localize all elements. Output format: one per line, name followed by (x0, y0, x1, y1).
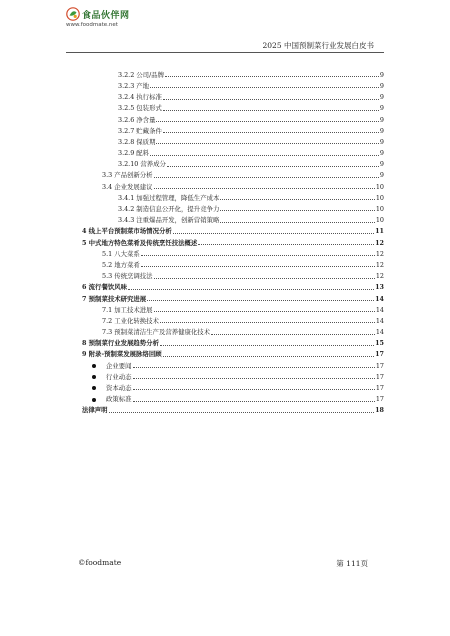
toc-entry-label: 3.2.7 贮藏条件 (118, 126, 162, 135)
toc-entry[interactable] (82, 336, 384, 347)
toc-dot-leader (154, 188, 375, 189)
toc-dot-leader (160, 322, 375, 323)
toc-entry-page: 14 (375, 294, 384, 303)
toc-entry-page: 14 (375, 316, 384, 325)
toc-entry-page: 9 (379, 70, 384, 79)
toc-dot-leader (147, 300, 374, 301)
toc-entry-label: 企业要闻 (106, 361, 132, 370)
toc-entry[interactable] (82, 358, 384, 369)
toc-entry[interactable] (82, 257, 384, 268)
toc-entry[interactable] (82, 89, 384, 100)
toc-dot-leader (154, 278, 375, 279)
toc-entry[interactable] (82, 157, 384, 168)
toc-dot-leader (133, 389, 375, 390)
toc-dot-leader (133, 378, 375, 379)
toc-entry-label: 7 预制菜技术研究进展 (82, 294, 147, 303)
footer-page-number: 第 111页 (336, 559, 368, 568)
toc-entry-label: 3.3 产品创新分析 (102, 171, 153, 180)
toc-dot-leader (150, 87, 379, 88)
toc-entry-label: 3.4 企业发展建议 (102, 182, 153, 191)
toc-entry[interactable] (82, 324, 384, 335)
toc-entry-label: 3.4.1 加强过程管理，降低生产成本 (118, 193, 220, 202)
toc-entry-page: 9 (379, 126, 384, 135)
bullet-icon (92, 364, 96, 368)
logo-text: 食品伙伴网 (82, 10, 130, 21)
toc-entry-label: 4 线上平台预制菜市场情况分析 (82, 227, 172, 236)
toc-dot-leader (133, 367, 375, 368)
toc-entry-page: 17 (375, 384, 384, 393)
toc-entry[interactable] (82, 280, 384, 291)
header-divider (66, 52, 384, 53)
toc-entry[interactable] (82, 224, 384, 235)
toc-entry-page: 10 (375, 182, 384, 191)
bullet-icon (92, 386, 96, 390)
toc-entry-page: 17 (375, 395, 384, 404)
toc-entry-label: 6 流行餐饮风味 (82, 283, 128, 292)
footer-copyright: ©foodmate (78, 558, 122, 567)
toc-dot-leader (165, 76, 379, 77)
toc-entry[interactable] (82, 235, 384, 246)
toc-entry-page: 14 (375, 328, 384, 337)
toc-entry-label: 3.4.2 制造信息公开化，提升竞争力 (118, 205, 220, 214)
toc-entry[interactable] (82, 78, 384, 89)
toc-entry-page: 12 (375, 249, 384, 258)
toc-dot-leader (156, 143, 378, 144)
toc-entry-label: 5 中式地方特色菜肴及传统烹饪技法概述 (82, 238, 198, 247)
toc-entry-page: 17 (375, 361, 384, 370)
toc-entry-label: 5.3 传统烹调技法 (102, 272, 153, 281)
toc-entry-page: 14 (375, 305, 384, 314)
toc-entry[interactable] (82, 101, 384, 112)
toc-entry-page: 9 (379, 137, 384, 146)
toc-entry-label: 资本动态 (106, 384, 132, 393)
toc-dot-leader (211, 334, 375, 335)
toc-dot-leader (173, 233, 374, 234)
toc-entry[interactable] (82, 302, 384, 313)
toc-dot-leader (160, 345, 374, 346)
toc-dot-leader (163, 132, 379, 133)
foodmate-logo (66, 7, 130, 28)
toc-entry-page: 9 (379, 115, 384, 124)
toc-entry[interactable] (82, 268, 384, 279)
toc-entry[interactable] (82, 190, 384, 201)
toc-dot-leader (220, 199, 374, 200)
toc-entry[interactable] (82, 313, 384, 324)
toc-entry[interactable] (82, 291, 384, 302)
toc-entry[interactable] (82, 112, 384, 123)
toc-dot-leader (141, 255, 375, 256)
toc-dot-leader (109, 412, 375, 413)
toc-entry[interactable] (82, 134, 384, 145)
toc-dot-leader (220, 210, 374, 211)
toc-dot-leader (133, 401, 375, 402)
toc-entry[interactable] (82, 67, 384, 78)
toc-entry-page: 9 (379, 149, 384, 158)
toc-entry-page: 9 (379, 93, 384, 102)
foodmate-logo-icon (66, 7, 80, 21)
toc-entry-label: 5.1 八大菜系 (102, 249, 140, 258)
toc-entry-page: 18 (375, 406, 384, 415)
toc-entry-page: 9 (379, 104, 384, 113)
toc-entry-label: 3.4.3 注重爆品开发，创新营销策略 (118, 216, 220, 225)
toc-dot-leader (154, 177, 379, 178)
toc-dot-leader (150, 155, 379, 156)
toc-entry[interactable] (82, 246, 384, 257)
toc-entry-label: 3.2.4 执行标准 (118, 93, 162, 102)
toc-entry-page: 11 (375, 227, 384, 236)
toc-dot-leader (163, 110, 379, 111)
toc-entry-label: 3.2.9 配料 (118, 149, 150, 158)
toc-entry-label: 8 预制菜行业发展趋势分析 (82, 339, 159, 348)
toc-entry-page: 12 (375, 272, 384, 281)
toc-entry-page: 15 (375, 339, 384, 348)
toc-entry-label: 3.2.2 公司/品牌 (118, 70, 165, 79)
toc-entry-label: 5.2 地方菜肴 (102, 260, 140, 269)
toc-entry-label: 3.2.10 营养成分 (118, 160, 166, 169)
toc-entry[interactable] (82, 123, 384, 134)
toc-entry-label: 3.2.3 产地 (118, 81, 150, 90)
toc-entry[interactable] (82, 145, 384, 156)
header-title: 2025 中国预制菜行业发展白皮书 (262, 41, 374, 50)
toc-entry-label: 7.1 加工技术进展 (102, 305, 153, 314)
toc-entry-label: 9 附录-预制菜发展脉络回顾 (82, 350, 162, 359)
toc-entry-page: 12 (375, 238, 384, 247)
toc-dot-leader (154, 311, 375, 312)
toc-entry-label: 政策标准 (106, 395, 132, 404)
toc-entry[interactable] (82, 403, 384, 414)
toc-entry-label: 7.2 工业化转换技术 (102, 316, 159, 325)
toc-entry[interactable] (82, 168, 384, 179)
toc-entry-page: 10 (375, 216, 384, 225)
toc-entry-page: 9 (379, 171, 384, 180)
toc-entry-page: 10 (375, 205, 384, 214)
toc-entry-label: 7.3 预制菜清洁生产及营养健康化技术 (102, 328, 211, 337)
toc-entry-page: 12 (375, 260, 384, 269)
toc-entry[interactable] (82, 347, 384, 358)
toc-dot-leader (163, 99, 379, 100)
toc-entry-label: 3.2.5 包装形式 (118, 104, 162, 113)
toc-entry-label: 行业动态 (106, 372, 132, 381)
bullet-icon (92, 375, 96, 379)
logo-url: www.foodmate.net (66, 22, 118, 28)
toc-entry[interactable] (82, 201, 384, 212)
toc-entry-page: 17 (375, 350, 384, 359)
toc-entry-page: 13 (375, 283, 384, 292)
toc-entry-label: 3.2.6 净含量 (118, 115, 156, 124)
toc-entry[interactable] (82, 391, 384, 402)
toc-dot-leader (128, 289, 374, 290)
toc-dot-leader (156, 121, 378, 122)
toc-dot-leader (141, 266, 375, 267)
bullet-icon (92, 398, 96, 402)
toc-entry[interactable] (82, 212, 384, 223)
toc-entry[interactable] (82, 369, 384, 380)
toc-dot-leader (198, 244, 374, 245)
toc-entry-label: 3.2.8 保质期 (118, 137, 156, 146)
table-of-contents (82, 67, 384, 414)
toc-dot-leader (220, 222, 374, 223)
toc-entry-page: 10 (375, 193, 384, 202)
toc-dot-leader (163, 356, 374, 357)
toc-entry-label: 法律声明 (82, 406, 108, 415)
toc-entry[interactable] (82, 179, 384, 190)
toc-entry-page: 9 (379, 81, 384, 90)
toc-entry-page: 17 (375, 372, 384, 381)
toc-entry[interactable] (82, 380, 384, 391)
toc-entry-page: 9 (379, 160, 384, 169)
toc-dot-leader (167, 166, 379, 167)
